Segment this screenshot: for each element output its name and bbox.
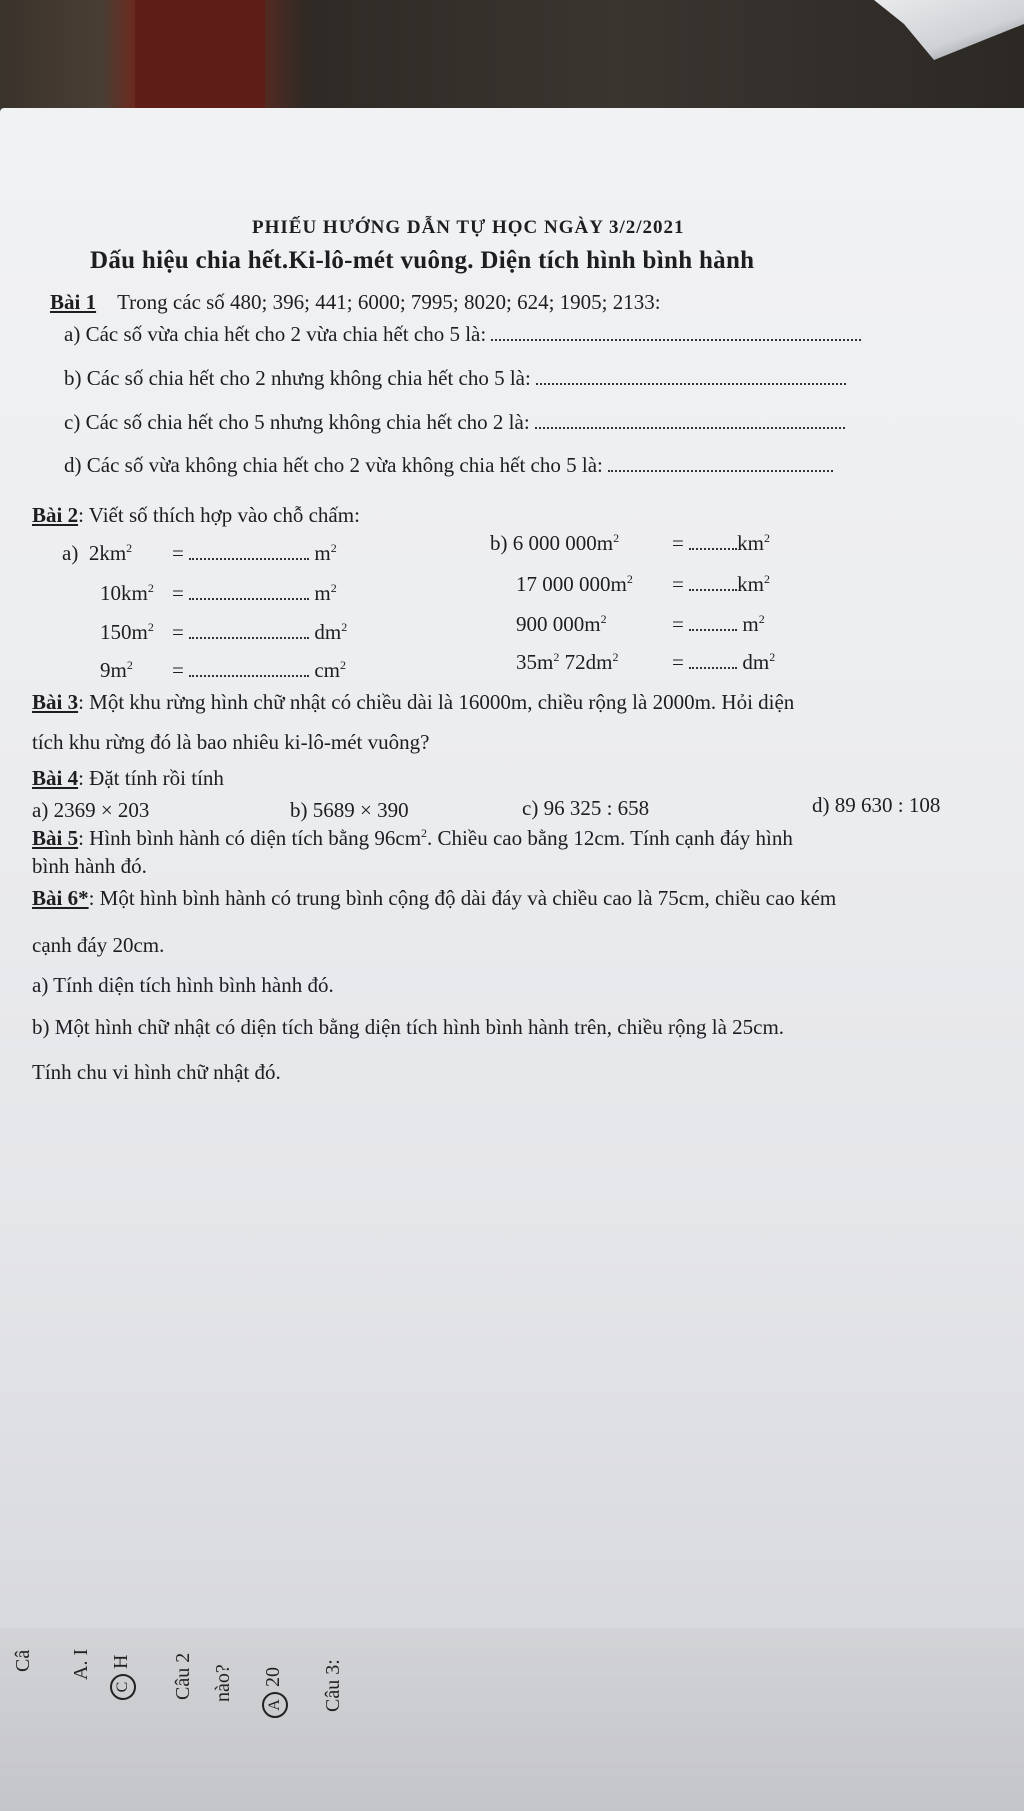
bai2-b-row4-eq: = $dm^2$ bbox=[672, 650, 776, 674]
bai2-heading: Bài 2: Viết số thích hợp vào chỗ chấm: bbox=[32, 503, 360, 527]
bai4-item-a: a) 2369 × 203 bbox=[32, 798, 150, 822]
bai6-line1: Bài 6*: Một hình bình hành có trung bình cộng độ dài đáy và chiều cao là 75cm, chiều cao kém bbox=[32, 886, 837, 910]
bai6-line2: cạnh đáy 20cm. bbox=[32, 933, 165, 957]
bai5-line2: bình hành đó. bbox=[32, 854, 147, 878]
bai6-item-a: a) Tính diện tích hình bình hành đó. bbox=[32, 973, 334, 997]
bai6-item-c: Tính chu vi hình chữ nhật đó. bbox=[32, 1060, 281, 1084]
bai2-a-row2-eq: = $m^2$ bbox=[172, 581, 337, 605]
bottom-fragment-3: C H bbox=[110, 1655, 136, 1700]
bai2-a-row1-eq: = $m^2$ bbox=[172, 541, 337, 565]
bai2-a-row4: $9m^2$ bbox=[100, 658, 133, 682]
underlying-paper bbox=[0, 1628, 1024, 1811]
bai3-line1: Bài 3: Một khu rừng hình chữ nhật có chiều dài là 16000m, chiều rộng là 2000m. Hỏi diện bbox=[32, 690, 795, 714]
bai4-item-b: b) 5689 × 390 bbox=[290, 798, 409, 822]
bai1-item-b: b) Các số chia hết cho 2 nhưng không chia hết cho 5 là: bbox=[64, 368, 846, 389]
bai2-b-row2-eq: = $km^2$ bbox=[672, 572, 770, 596]
bai4-heading: Bài 4: Đặt tính rồi tính bbox=[32, 766, 224, 790]
bottom-fragment-7: Câu 3: bbox=[322, 1659, 344, 1712]
bai2-b-row1-eq: = $km^2$ bbox=[672, 531, 770, 555]
bai5-line1: Bài 5: Hình bình hành có diện tích bằng $96cm^2$. Chiều cao bằng 12cm. Tính cạnh đáy hình bbox=[32, 826, 793, 850]
bai1-item-d: d) Các số vừa không chia hết cho 2 vừa không chia hết cho 5 là: bbox=[64, 455, 833, 476]
bai2-b-row3: 900 $000m^2$ bbox=[516, 612, 607, 636]
bai3-line2: tích khu rừng đó là bao nhiêu ki-lô-mét vuông? bbox=[32, 730, 430, 754]
bai2-a-row4-eq: = $cm^2$ bbox=[172, 658, 346, 682]
bai2-b-row4: $35m^2$ $72dm^2$ bbox=[516, 650, 619, 674]
worksheet-title: PHIẾU HƯỚNG DẪN TỰ HỌC NGÀY 3/2/2021 bbox=[252, 217, 685, 238]
bai2-a-row3-eq: = $dm^2$ bbox=[172, 620, 348, 644]
bai2-a-row3: $150m^2$ bbox=[100, 620, 154, 644]
bottom-fragment-1: Câ bbox=[12, 1649, 34, 1672]
bai1-item-a: a) Các số vừa chia hết cho 2 vừa chia hết cho 5 là: bbox=[64, 324, 861, 345]
bai1-heading: Bài 1 Trong các số 480; 396; 441; 6000; 7995; 8020; 624; 1905; 2133: bbox=[50, 290, 661, 314]
bai2-a-row2: $10km^2$ bbox=[100, 581, 154, 605]
bottom-fragment-4: Câu 2 bbox=[172, 1652, 194, 1700]
bai1-item-c: c) Các số chia hết cho 5 nhưng không chia hết cho 2 là: bbox=[64, 412, 845, 433]
bottom-fragment-5: nào? bbox=[212, 1664, 234, 1702]
bottom-fragment-6: A 20 bbox=[262, 1667, 288, 1718]
bai2-b-row1: b) 6 000 $000m^2$ bbox=[490, 531, 620, 555]
bai4-item-c: c) 96 325 : 658 bbox=[522, 796, 650, 820]
bai6-item-b: b) Một hình chữ nhật có diện tích bằng diện tích hình bình hành trên, chiều rộng là 25cm. bbox=[32, 1015, 785, 1039]
bai2-b-row3-eq: = $m^2$ bbox=[672, 612, 765, 636]
worksheet-subtitle: Dấu hiệu chia hết.Ki-lô-mét vuông. Diện tích hình bình hành bbox=[90, 247, 755, 274]
bottom-fragment-2: A. I bbox=[70, 1648, 92, 1680]
background-object bbox=[135, 0, 265, 118]
bai4-item-d: d) 89 630 : 108 bbox=[812, 793, 941, 817]
bai2-a-row1: a) $2km^2$ bbox=[62, 541, 133, 565]
bai2-b-row2: 17 000 $000m^2$ bbox=[516, 572, 633, 596]
